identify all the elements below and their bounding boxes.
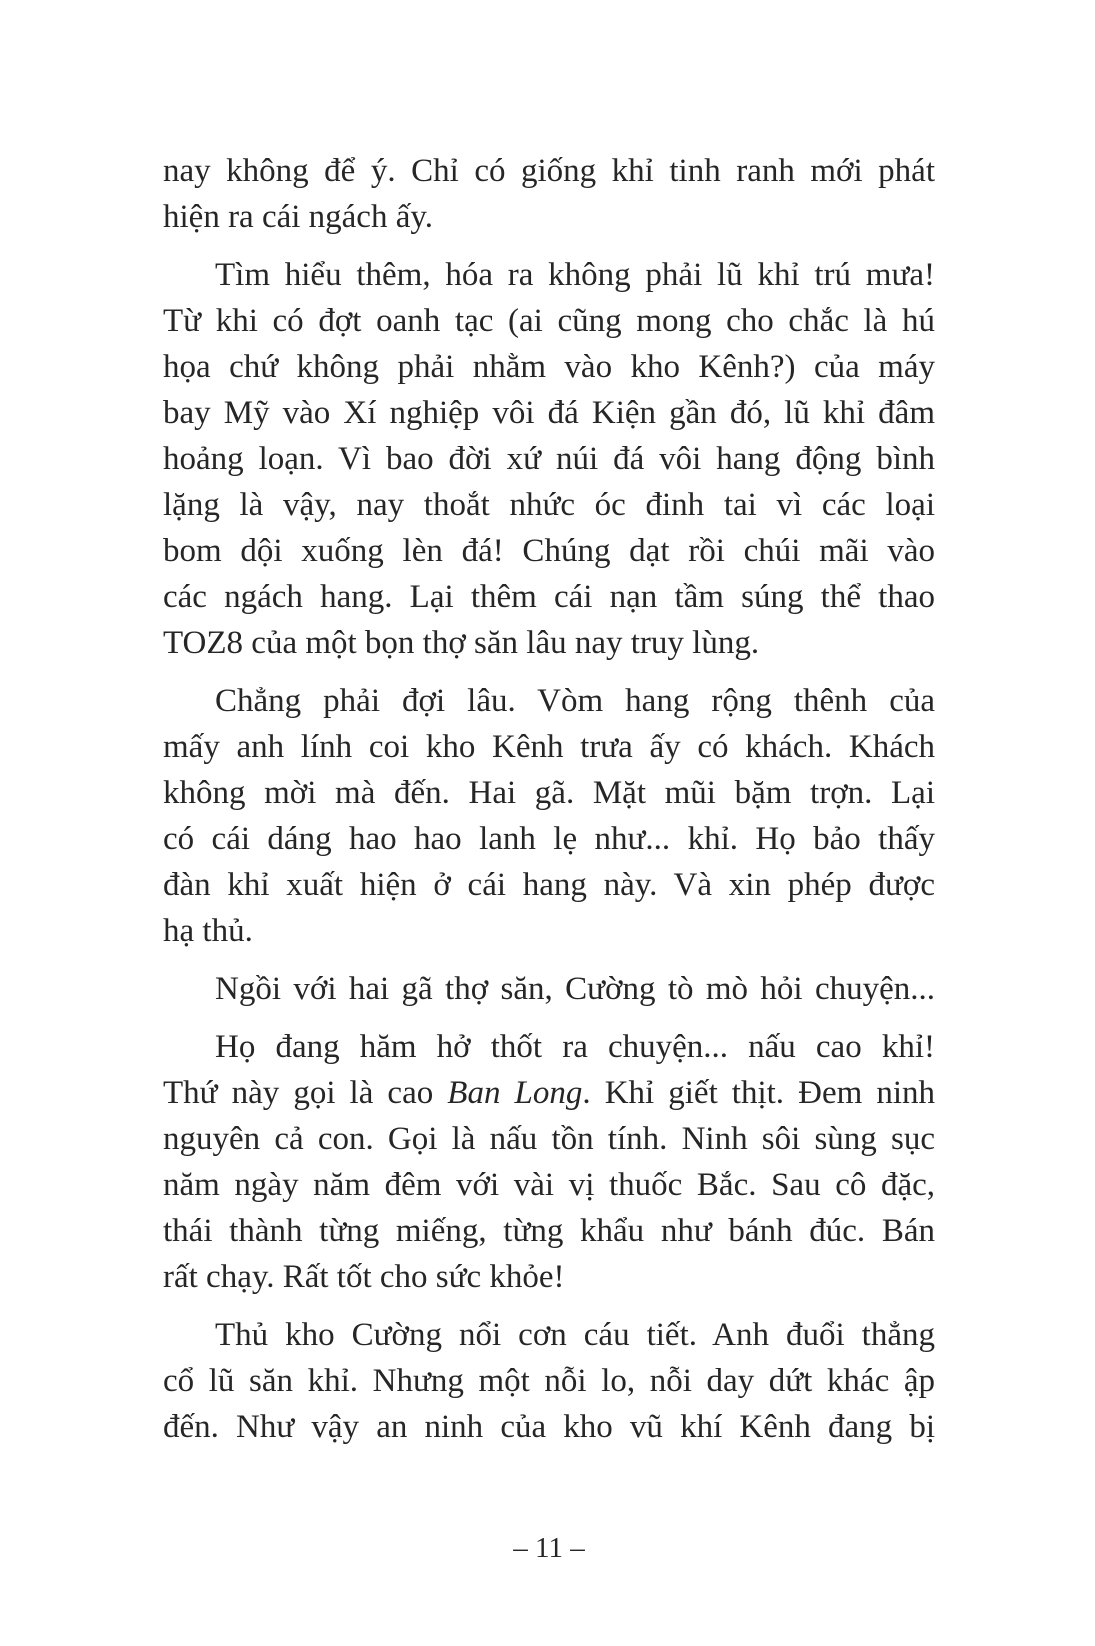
text-line: Thủ kho Cường nổi cơn cáu tiết. Anh đuổi thẳng bbox=[215, 1317, 935, 1353]
text-line: họa chứ không phải nhằm vào kho Kênh?) của máy bbox=[163, 349, 935, 385]
text-line: Tìm hiểu thêm, hóa ra không phải lũ khỉ trú mưa! bbox=[215, 257, 935, 293]
text-line: lặng là vậy, nay thoắt nhức óc đinh tai vì các loại bbox=[163, 487, 935, 523]
paragraph bbox=[163, 148, 935, 240]
text-line: Ngồi với hai gã thợ săn, Cường tò mò hỏi chuyện... bbox=[215, 971, 935, 1007]
paragraph bbox=[163, 1312, 935, 1450]
text-line: không mời mà đến. Hai gã. Mặt mũi bặm trợn. Lại bbox=[163, 775, 935, 811]
text-line: hạ thủ. bbox=[163, 913, 253, 949]
page-number: – 11 – bbox=[513, 1532, 585, 1564]
text-line: Họ đang hăm hở thốt ra chuyện... nấu cao khỉ! bbox=[215, 1029, 935, 1065]
text-line: hiện ra cái ngách ấy. bbox=[163, 199, 433, 235]
text-line: Từ khi có đợt oanh tạc (ai cũng mong cho chắc là hú bbox=[163, 303, 935, 339]
paragraph bbox=[163, 1024, 935, 1300]
text-line: năm ngày năm đêm với vài vị thuốc Bắc. Sau cô đặc, bbox=[163, 1167, 935, 1203]
text-line: nay không để ý. Chỉ có giống khỉ tinh ranh mới phát bbox=[163, 153, 935, 189]
italic-text: Ban Long bbox=[447, 1075, 583, 1111]
text-line: có cái dáng hao hao lanh lẹ như... khỉ. Họ bảo thấy bbox=[163, 821, 935, 857]
text-line: cổ lũ săn khỉ. Nhưng một nỗi lo, nỗi day dứt khác ập bbox=[163, 1363, 935, 1399]
text-line: nguyên cả con. Gọi là nấu tồn tính. Ninh sôi sùng sục bbox=[163, 1121, 935, 1157]
text-line: bom dội xuống lèn đá! Chúng dạt rồi chúi mãi vào bbox=[163, 533, 935, 569]
text-line: Thứ này gọi là cao Ban Long. Khỉ giết thịt. Đem ninh bbox=[163, 1075, 935, 1111]
text-line: các ngách hang. Lại thêm cái nạn tầm súng thể thao bbox=[163, 579, 935, 615]
text-line: mấy anh lính coi kho Kênh trưa ấy có khách. Khách bbox=[163, 729, 935, 765]
paragraph bbox=[163, 678, 935, 954]
text-line: TOZ8 của một bọn thợ săn lâu nay truy lùng. bbox=[163, 625, 760, 661]
text-line: rất chạy. Rất tốt cho sức khỏe! bbox=[163, 1259, 565, 1295]
text-line: bay Mỹ vào Xí nghiệp vôi đá Kiện gần đó, lũ khỉ đâm bbox=[163, 395, 935, 431]
page-text bbox=[163, 148, 935, 1450]
paragraph bbox=[163, 252, 935, 666]
text-line: Chẳng phải đợi lâu. Vòm hang rộng thênh của bbox=[215, 683, 935, 719]
text-line: thái thành từng miếng, từng khẩu như bánh đúc. Bán bbox=[163, 1213, 935, 1249]
text-line: hoảng loạn. Vì bao đời xứ núi đá vôi hang động bình bbox=[163, 441, 935, 477]
text-line: đến. Như vậy an ninh của kho vũ khí Kênh đang bị bbox=[163, 1409, 935, 1445]
text-line: đàn khỉ xuất hiện ở cái hang này. Và xin phép được bbox=[163, 867, 935, 903]
paragraph bbox=[163, 966, 935, 1012]
